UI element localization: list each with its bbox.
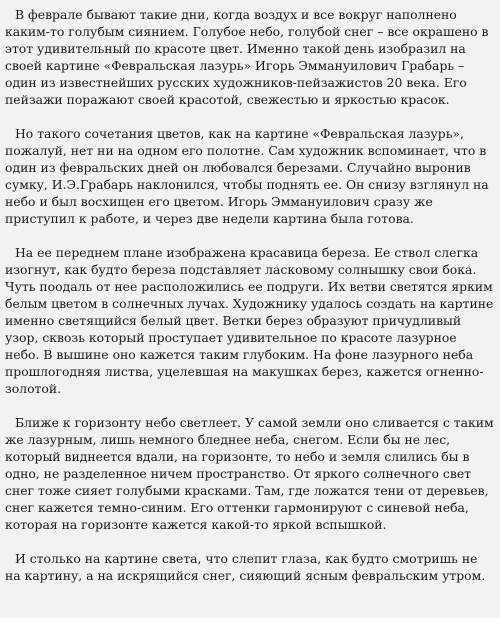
- paragraph-5: И столько на картине света, что слепит глаза, как будто смотришь не на картину, а на искрящийся снег, сияющий ясным февральским утром.: [5, 551, 486, 583]
- paragraph-4: Ближе к горизонту небо светлеет. У самой земли оно сливается с таким же лазурным, лишь немного бледнее неба, снегом. Если бы не лес, который виднеется вдали, на горизонте, то небо и земля слились бы в одно, не разделенное ничем пространство. От яркого солнечного свет снег тоже сияет голубыми красками. Там, где ложатся тени от деревьев, снег кажется темно-синим. Его оттенки гармонируют с синевой неба, которая на горизонте кажется какой-то яркой вспышкой.: [5, 415, 494, 532]
- paragraph-1: В феврале бывают такие дни, когда воздух и все вокруг наполнено каким-то голубым сиянием. Голубое небо, голубой снег – все окрашено в этот удивительный по красоте цвет. Именно такой день изобразил на своей картине «Февральская лазурь» Игорь Эммануилович Грабарь – один из известнейших русских художников-пейзажистов 20 века. Его пейзажи поражают своей красотой, свежестью и яркостью красок.: [5, 7, 489, 107]
- paragraph-2: Но такого сочетания цветов, как на картине «Февральская лазурь», пожалуй, нет ни на одном его полотне. Сам художник вспоминает, что в один из февральских дней он любовался березами. Случайно выронив сумку, И.Э.Грабарь наклонился, чтобы поднять ее. Он снизу взглянул на небо и был восхищен его цветом. Игорь Эммануилович сразу же приступил к работе, и через две недели картина была готова.: [5, 126, 489, 226]
- paragraph-3: На ее переднем плане изображена красавица береза. Ее ствол слегка изогнут, как будто береза подставляет ласковому солнышку свои бока. Чуть поодаль от нее расположились ее подруги. Их ветви светятся ярким белым цветом в солнечных лучах. Художнику удалось создать на картине именно светящийся белый цвет. Ветки берез образуют причудливый узор, сквозь который проступает удивительное по красоте лазурное небо. В вышине оно кажется таким глубоким. На фоне лазурного неба прошлогодняя листва, уцелевшая на макушках берез, кажется огненно-золотой.: [5, 245, 494, 396]
